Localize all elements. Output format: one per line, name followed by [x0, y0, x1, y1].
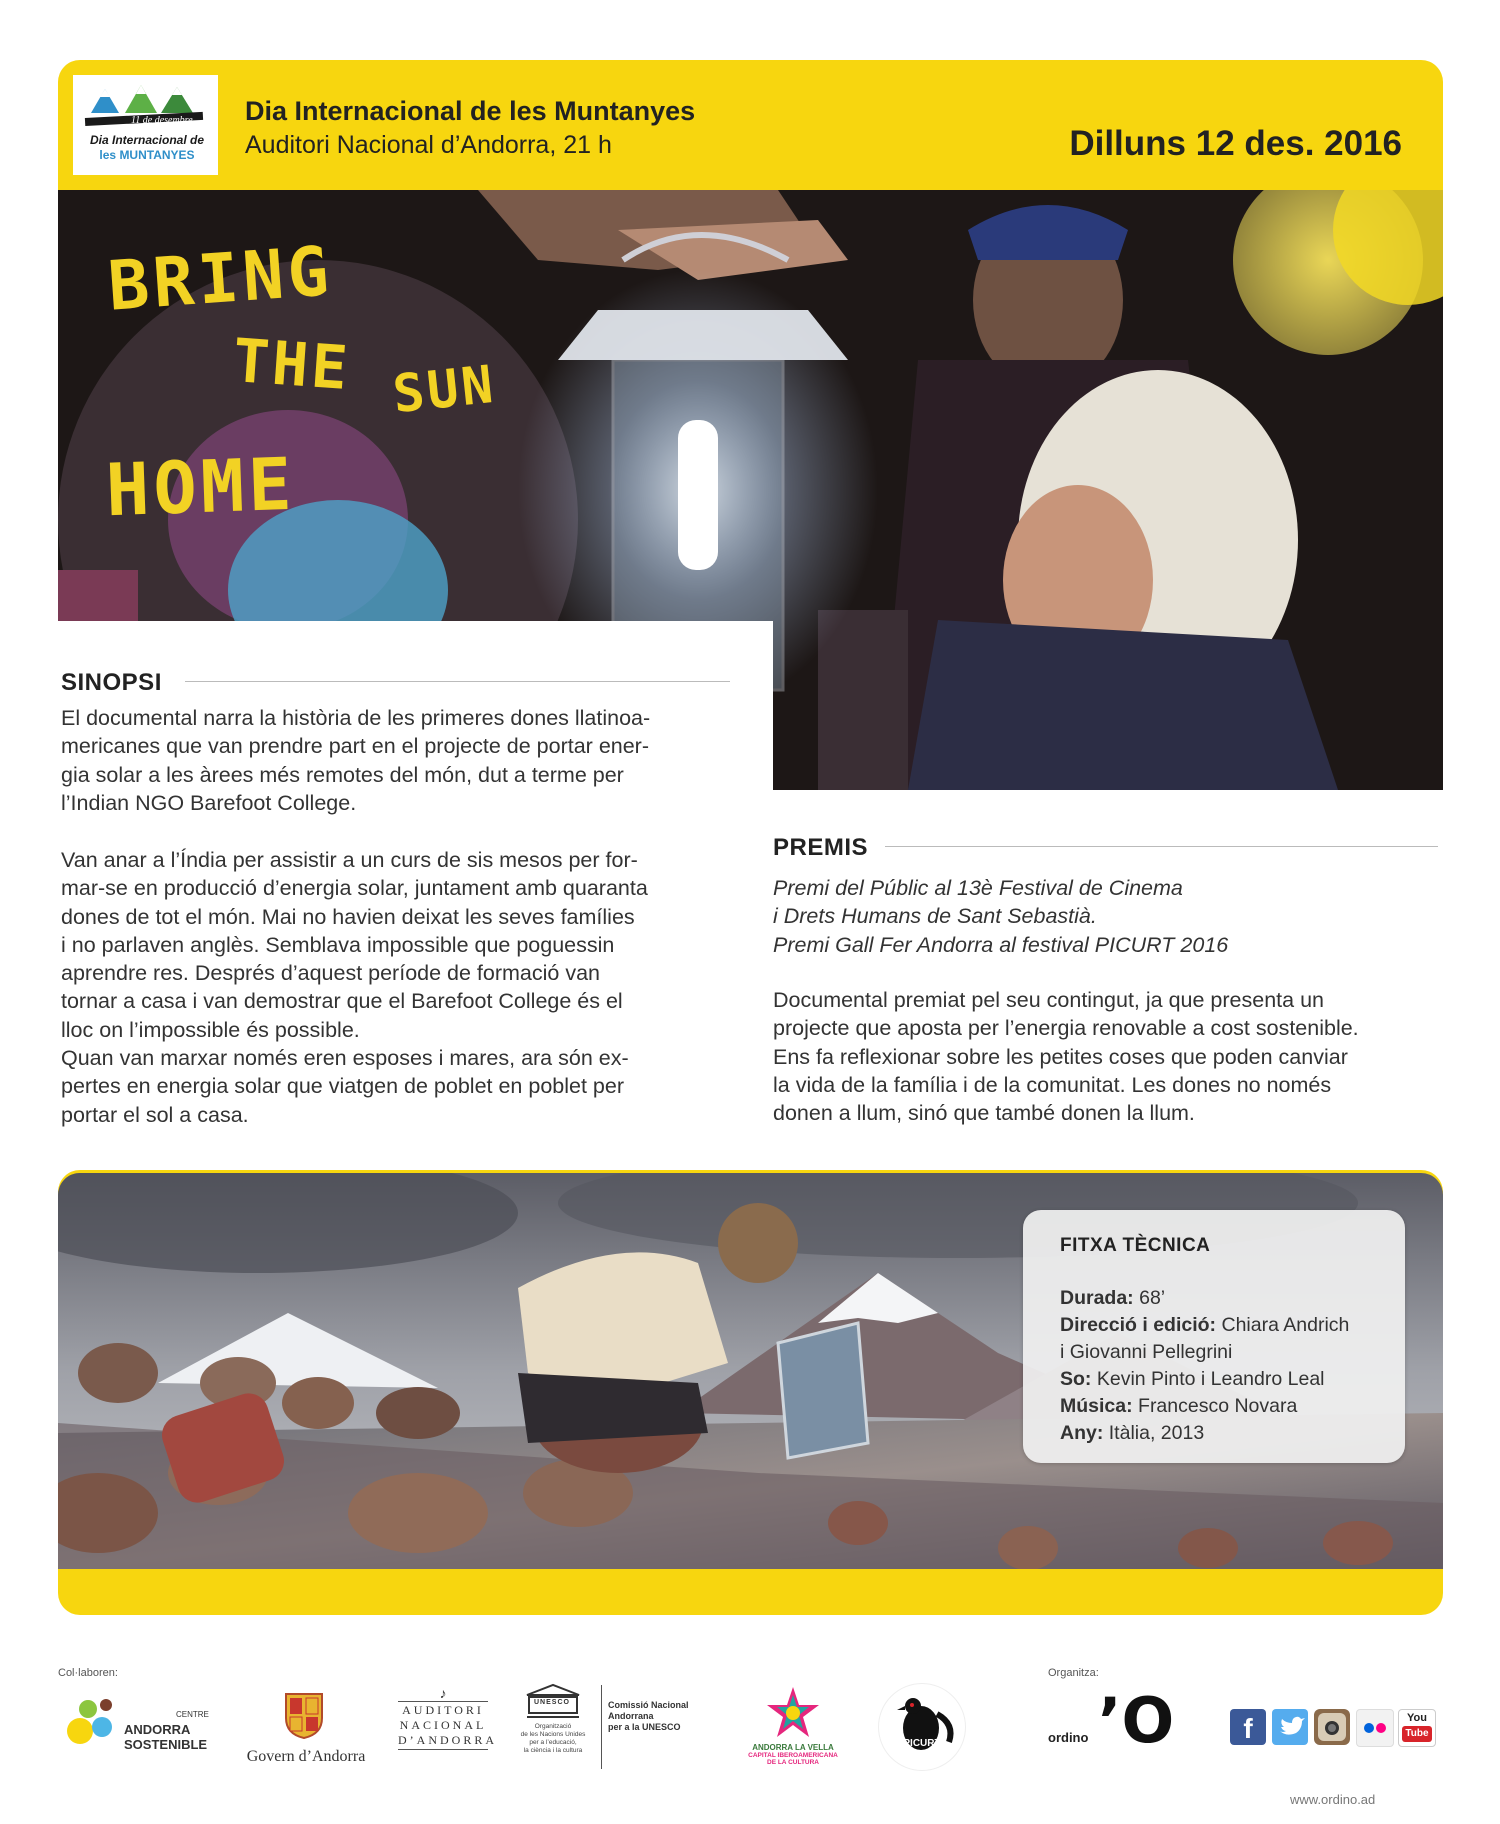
direccio-label: Direcció i edició:: [1060, 1314, 1217, 1336]
unesco-org-line: la ciència i la cultura: [523, 1747, 583, 1754]
vella-line1: ANDORRA LA VELLA: [752, 1743, 834, 1752]
event-title: Dia Internacional de les Muntanyes: [245, 96, 696, 126]
picurt-logo: [878, 1683, 966, 1771]
mountain-day-logo: [73, 75, 218, 175]
instagram-icon[interactable]: [1314, 1709, 1350, 1745]
andorra-la-vella-logo: [738, 1685, 848, 1775]
youtube-you: You: [1407, 1712, 1427, 1724]
bird-icon: [879, 1684, 965, 1770]
text-line: mar-se en producció d’energia solar, juntament amb quaranta: [61, 876, 648, 901]
text-line: mericanes que van prendre part en el projecte de portar ener-: [61, 734, 650, 759]
unesco-org-line: de les Nacions Unides: [520, 1731, 586, 1738]
picurt-text: PICURT: [903, 1738, 941, 1749]
unesco-divider: [601, 1685, 602, 1769]
any-label: Any:: [1060, 1422, 1104, 1444]
govern-text: Govern d’Andorra: [246, 1748, 366, 1765]
auditori-name: [398, 1701, 497, 1750]
youtube-icon[interactable]: [1398, 1709, 1436, 1747]
premis-heading: PREMIS: [773, 834, 869, 861]
logo-line2: les MUNTANYES: [99, 148, 195, 162]
star-icon: [765, 1685, 821, 1741]
award-line: i Drets Humans de Sant Sebastià.: [773, 904, 1097, 929]
andorra-sostenible-logo: [66, 1690, 216, 1770]
vella-line2: CAPITAL IBEROAMERICANA: [748, 1752, 838, 1759]
logo-line1: Dia Internacional de: [89, 133, 205, 147]
fitxa-so: [1060, 1366, 1325, 1393]
ordino-mark: ’O: [1098, 1684, 1175, 1757]
fitxa-heading: FITXA TÈCNICA: [1060, 1235, 1211, 1256]
hero-title-sun: SUN: [390, 354, 499, 426]
auditori-line2: NACIONAL: [399, 1718, 487, 1732]
hero-title-bring: BRING: [105, 232, 336, 327]
organitza-label: Organitza:: [1048, 1667, 1099, 1679]
text-line: dones de tot el món. Mai no havien deixat les seves famílies: [61, 904, 635, 929]
any-value: Itàlia, 2013: [1103, 1422, 1205, 1444]
music-note-icon: ♪: [439, 1685, 447, 1701]
unesco-comissio: [608, 1700, 728, 1733]
premis-rule: [885, 846, 1438, 847]
unesco-mark: UNESCO: [534, 1699, 570, 1706]
premis-awards: [773, 874, 1443, 959]
fitxa-direccio-2: i Giovanni Pellegrini: [1060, 1341, 1233, 1363]
direccio-value: Chiara Andrich: [1216, 1314, 1350, 1336]
text-line: Van anar a l’Índia per assistir a un curs de sis mesos per for-: [61, 848, 638, 872]
unesco-comissio-line: Comissió Nacional Andorrana: [608, 1700, 689, 1721]
text-line: l’Indian NGO Barefoot College.: [61, 790, 357, 815]
twitter-icon[interactable]: [1272, 1709, 1308, 1745]
sostenible-line2: SOSTENIBLE: [124, 1737, 208, 1752]
ordino-word: ordino: [1048, 1730, 1089, 1745]
sinopsi-heading: SINOPSI: [61, 669, 162, 696]
auditori-line3: D’ANDORRA: [398, 1733, 497, 1747]
premis-description: [773, 986, 1443, 1127]
sinopsi-paragraph-2: [61, 846, 731, 1129]
unesco-logo: [508, 1683, 728, 1773]
so-label: So:: [1060, 1368, 1092, 1390]
sinopsi-rule: [185, 681, 730, 682]
so-value: Kevin Pinto i Leandro Leal: [1091, 1368, 1325, 1390]
sinopsi-paragraph-1: [61, 704, 731, 817]
text-line: Documental premiat pel seu contingut, ja que presenta un: [773, 988, 1324, 1012]
unesco-comissio-line: per a la UNESCO: [608, 1722, 681, 1732]
auditori-nacional-logo: [398, 1685, 497, 1770]
text-line: donen a llum, sinó que també donen la llum.: [773, 1101, 1195, 1126]
sostenible-line1: ANDORRA: [124, 1722, 191, 1737]
ordino-url[interactable]: www.ordino.ad: [1290, 1792, 1376, 1807]
durada-label: Durada:: [1060, 1287, 1134, 1309]
musica-label: Música:: [1060, 1395, 1133, 1417]
text-line: gia solar a les àrees més remotes del món, dut a terme per: [61, 762, 624, 787]
text-line: la vida de la família i de la comunitat. Les dones no només: [773, 1072, 1332, 1097]
hero-title-home: HOME: [104, 441, 297, 533]
fitxa-durada: [1060, 1285, 1165, 1312]
sostenible-top: CENTRE: [176, 1710, 209, 1719]
text-line: lloc on l’impossible és possible.: [61, 1017, 360, 1042]
musica-value: Francesco Novara: [1132, 1395, 1298, 1417]
text-line: i no parlaven anglès. Semblava impossible que poguessin: [61, 932, 615, 957]
fitxa-musica: [1060, 1393, 1297, 1420]
hero-title-the: THE: [230, 325, 353, 405]
dots-icon: [66, 1695, 126, 1755]
award-line: Premi Gall Fer Andorra al festival PICURT 2016: [773, 932, 1229, 957]
text-line: Quan van marxar només eren esposes i mares, ara són ex-: [61, 1046, 629, 1071]
logo-date: 11 de desembre: [131, 115, 193, 126]
event-venue: Auditori Nacional d’Andorra, 21 h: [245, 131, 612, 159]
text-line: aprendre res. Després d’aquest període de formació van: [61, 961, 601, 986]
fitxa-tecnica-card: [1023, 1210, 1405, 1463]
govern-andorra-logo: [236, 1690, 376, 1775]
facebook-icon[interactable]: f: [1230, 1709, 1266, 1745]
text-line: tornar a casa i van demostrar que el Barefoot College és el: [61, 989, 623, 1014]
vella-line3: DE LA CULTURA: [767, 1759, 819, 1766]
text-line: pertes en energia solar que viatgen de poblet en poblet per: [61, 1074, 624, 1099]
ordino-logo: [1048, 1684, 1175, 1770]
collaboren-label: Col·laboren:: [58, 1667, 118, 1679]
text-line: El documental narra la història de les primeres dones llatinoa-: [61, 706, 651, 730]
unesco-org-line: per a l’educació,: [529, 1739, 577, 1746]
event-date: Dilluns 12 des. 2016: [1069, 124, 1402, 163]
unesco-org: [508, 1723, 598, 1755]
coat-of-arms-icon: [282, 1690, 326, 1740]
text-line: Ens fa reflexionar sobre les petites coses que poden canviar: [773, 1044, 1348, 1069]
fitxa-direccio: [1060, 1312, 1349, 1339]
text-line: portar el sol a casa.: [61, 1102, 249, 1127]
fitxa-any: [1060, 1420, 1204, 1447]
flickr-icon[interactable]: [1356, 1709, 1394, 1747]
auditori-line1: AUDITORI: [402, 1703, 484, 1717]
durada-value: 68’: [1133, 1287, 1166, 1309]
text-line: projecte que aposta per l’energia renovable a cost sostenible.: [773, 1016, 1359, 1041]
unesco-org-line: Organització: [534, 1723, 572, 1730]
youtube-tube: Tube: [1402, 1726, 1432, 1742]
award-line: Premi del Públic al 13è Festival de Cinema: [773, 876, 1183, 900]
